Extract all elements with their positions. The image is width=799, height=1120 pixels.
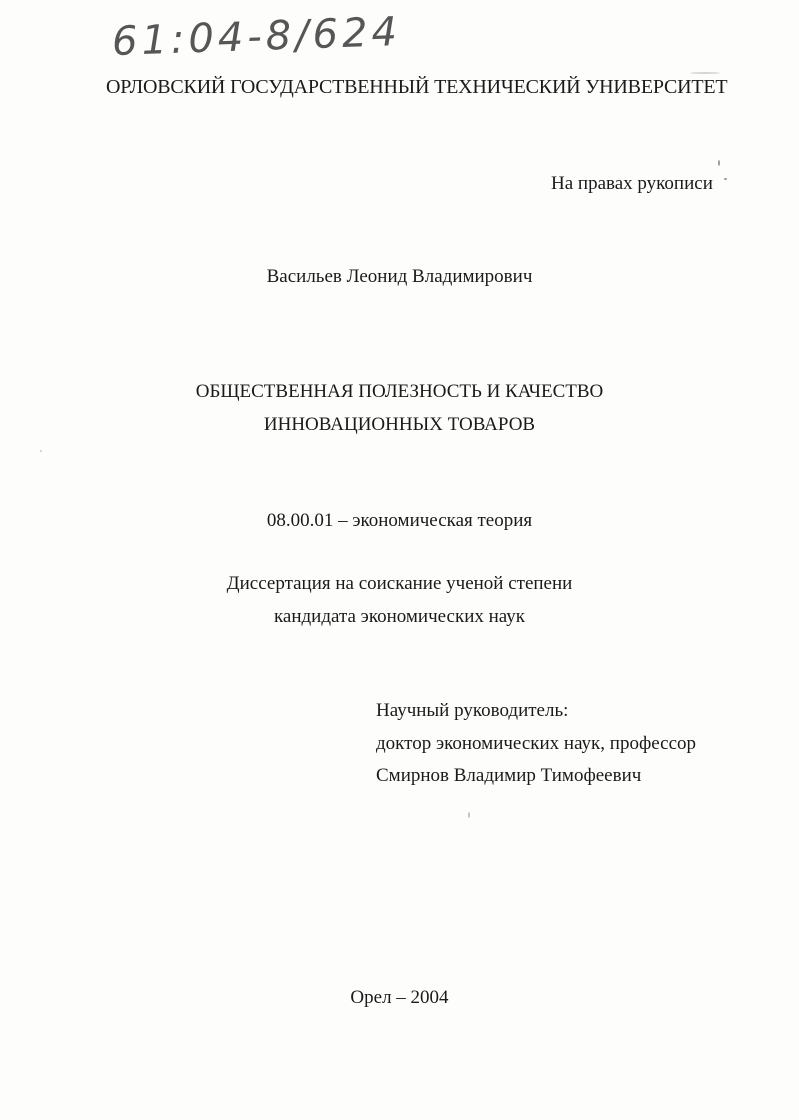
degree-line-1: Диссертация на соискание ученой степени — [226, 573, 573, 594]
scan-speck — [724, 178, 727, 180]
supervisor-name: Смирнов Владимир Тимофеевич — [376, 765, 642, 786]
author-name: Васильев Леонид Владимирович — [266, 266, 533, 287]
handwritten-archive-mark: 61:04-8/624 — [111, 8, 402, 66]
manuscript-note: На правах рукописи — [551, 173, 713, 194]
supervisor-label: Научный руководитель: — [376, 700, 569, 721]
scan-speck — [40, 450, 42, 452]
dissertation-title-line-1: ОБЩЕСТВЕННАЯ ПОЛЕЗНОСТЬ И КАЧЕСТВО — [195, 381, 604, 402]
scan-speck — [718, 160, 720, 166]
supervisor-credentials: доктор экономических наук, профессор — [376, 733, 697, 754]
scan-speck — [468, 812, 470, 818]
dissertation-title-line-2: ИННОВАЦИОННЫХ ТОВАРОВ — [263, 414, 536, 435]
degree-line-2: кандидата экономических наук — [273, 606, 526, 627]
university-name: ОРЛОВСКИЙ ГОСУДАРСТВЕННЫЙ ТЕХНИЧЕСКИЙ УНИВЕРСИТЕТ — [106, 76, 728, 98]
specialty-code: 08.00.01 – экономическая теория — [266, 510, 533, 531]
city-year-footer: Орел – 2004 — [350, 987, 449, 1008]
scan-speck — [690, 72, 720, 74]
